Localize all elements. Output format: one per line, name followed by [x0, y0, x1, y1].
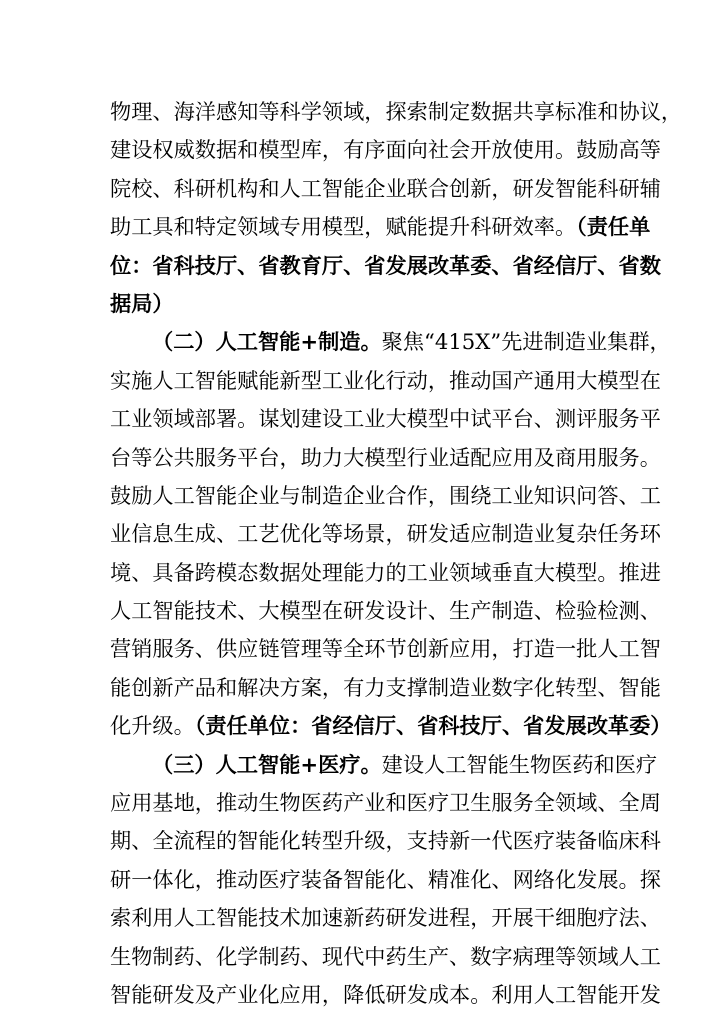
- text-line: [110, 861, 661, 899]
- text-segment: 应用基地，推动生物医药产业和医疗卫生服务全领域、全周: [110, 790, 661, 816]
- text-segment: 助工具和特定领域专用模型，赋能提升科研效率。: [110, 214, 577, 240]
- bold-text-segment: 据局）: [110, 290, 174, 316]
- text-line: [110, 439, 661, 477]
- text-line: [110, 669, 661, 707]
- text-line: [110, 707, 672, 745]
- bold-text-segment: （责任单位：省经信厅、省科技厅、省发展改革委）: [194, 713, 672, 739]
- text-line: [110, 323, 671, 361]
- text-segment: 聚焦“415X”先进制造业集群，: [381, 329, 671, 355]
- text-segment: 智能研发及产业化应用，降低研发成本。利用人工智能开发: [110, 981, 661, 1007]
- bold-text-segment: （二）人工智能+制造。: [152, 329, 382, 355]
- text-line: [110, 400, 661, 438]
- text-line: [110, 208, 651, 246]
- text-line: [110, 285, 616, 323]
- document-body: [110, 93, 683, 1014]
- bold-text-segment: 位：省科技厅、省教育厅、省发展改革委、省经信厅、省数: [110, 252, 661, 278]
- text-segment: 能创新产品和解决方案，有力支撑制造业数字化转型、智能: [110, 674, 661, 700]
- text-segment: 工业领域部署。谋划建设工业大模型中试平台、测评服务平: [110, 406, 661, 432]
- text-segment: 境、具备跨模态数据处理能力的工业领域垂直大模型。推进: [110, 559, 661, 585]
- text-segment: 生物制药、化学制药、现代中药生产、数字病理等领域人工: [110, 943, 661, 969]
- text-segment: 营销服务、供应链管理等全环节创新应用，打造一批人工智: [110, 636, 661, 662]
- text-line: [110, 746, 658, 784]
- text-line: [110, 630, 661, 668]
- text-segment: 台等公共服务平台，助力大模型行业适配应用及商用服务。: [110, 444, 661, 470]
- text-line: [110, 822, 661, 860]
- text-segment: 建设人工智能生物医药和医疗: [381, 751, 658, 777]
- text-line: [110, 247, 661, 285]
- bold-text-segment: （三）人工智能+医疗。: [152, 751, 382, 777]
- text-segment: 鼓励人工智能企业与制造企业合作，围绕工业知识问答、工: [110, 482, 661, 508]
- text-segment: 索利用人工智能技术加速新药研发进程，开展干细胞疗法、: [110, 905, 661, 931]
- bold-text-segment: （责任单: [576, 214, 651, 240]
- text-segment: 研一体化，推动医疗装备智能化、精准化、网络化发展。探: [110, 866, 661, 892]
- text-segment: 建设权威数据和模型库，有序面向社会开放使用。鼓励高等: [110, 137, 661, 163]
- text-line: [110, 477, 661, 515]
- text-line: [110, 899, 661, 937]
- text-line: [110, 938, 661, 976]
- text-segment: 实施人工智能赋能新型工业化行动，推动国产通用大模型在: [110, 367, 661, 393]
- text-line: [110, 131, 661, 169]
- text-line: [110, 554, 661, 592]
- text-segment: 期、全流程的智能化转型升级，支持新一代医疗装备临床科: [110, 828, 661, 854]
- text-segment: 化升级。: [110, 713, 195, 739]
- text-line: [110, 362, 661, 400]
- text-line: [110, 93, 683, 131]
- text-line: [110, 784, 661, 822]
- text-segment: 院校、科研机构和人工智能企业联合创新，研发智能科研辅: [110, 175, 661, 201]
- document-text: [110, 93, 683, 1014]
- text-segment: 人工智能技术、大模型在研发设计、生产制造、检验检测、: [110, 598, 661, 624]
- text-line: [110, 515, 661, 553]
- text-line: [110, 170, 661, 208]
- text-line: [110, 592, 661, 630]
- text-line: [110, 976, 661, 1014]
- text-segment: 业信息生成、工艺优化等场景，研发适应制造业复杂任务环: [110, 521, 661, 547]
- text-segment: 物理、海洋感知等科学领域，探索制定数据共享标准和协议，: [110, 99, 683, 124]
